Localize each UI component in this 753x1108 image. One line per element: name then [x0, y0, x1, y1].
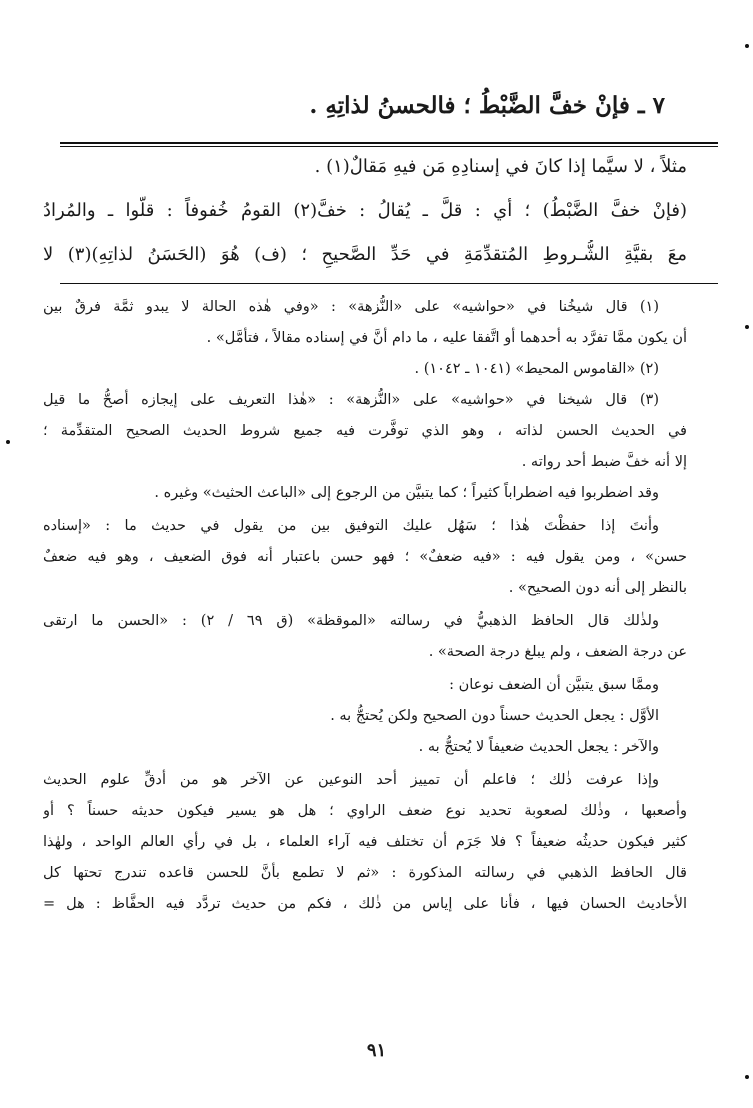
page-number: ٩١: [366, 1040, 387, 1061]
footnote-line: وأنتَ إذا حفظْتَ هٰذا ؛ سَهُل عليك التوفيق بين من يقول في حديث ما : «إسناده: [43, 518, 659, 534]
footnote-line: الأوَّل : يجعل الحديث حسناً دون الصحيح ولكن يُحتجُّ به .: [330, 708, 659, 724]
footnote-line: ولذٰلك قال الحافظ الذهبيُّ في رسالته «الموقظة» (ق ٦٩ / ٢) : «الحسن ما ارتقى: [43, 613, 659, 629]
edge-mark: [6, 440, 10, 444]
footnote-line: والآخر : يجعل الحديث ضعيفاً لا يُحتجُّ به .: [418, 739, 659, 755]
footnote-line: (٣) قال شيخنا في «حواشيه» على «النُّزهة» : «هٰذا التعريف على إيجازه أصحُّ ما قيل: [43, 392, 659, 408]
footnote-line: الأحاديث الحسان فيها ، فأنا على إياس من ذٰلك ، فكم من حديث تردَّد فيه الحفَّاظ : هل =: [43, 896, 687, 912]
edge-mark: [745, 44, 749, 48]
footnote-line: وقد اضطربوا فيه اضطراباً كثيراً ؛ كما يتبيَّن من الرجوع إلى «الباعث الحثيث» وغيره .: [154, 485, 659, 501]
footnote-line: حسن» ، ومن يقول فيه : «فيه ضعفٌ» ؛ فهو حسن باعتبار أنه فوق الضعيف ، وهو فيه ضعفٌ: [43, 549, 687, 565]
footnote-line: وممَّا سبق يتبيَّن أن الضعف نوعان :: [449, 677, 659, 693]
main-text-line: مثلاً ، لا سيَّما إذا كانَ في إسنادِهِ مَن فيهِ مَقالٌ(١) .: [314, 156, 687, 177]
footnote-line: عن درجة الضعف ، ولم يبلغ درجة الصحة» .: [428, 644, 687, 660]
footnote-line: (٢) «القاموس المحيط» (١٠٤١ ـ ١٠٤٢) .: [414, 361, 659, 377]
footnote-separator: [60, 283, 718, 284]
footnote-line: في الحديث الحسن لذاته ، وهو الذي توفَّرت فيه جميع شروط الحديث الصحيح المتقدِّمة ؛: [43, 423, 687, 439]
footnote-line: بالنظر إلى أنه دون الصحيح» .: [508, 580, 687, 596]
edge-mark: [745, 1075, 749, 1079]
footnote-line: وأصعبها ، وذٰلك لصعوبة تحديد نوع ضعف الراوي ؛ هل هو يسير فيكون حديثه حسناً ؟ أو: [43, 803, 687, 819]
footnote-line: كثير فيكون حديثُه ضعيفاً ؟ فلا جَرَم أن تختلف فيه آراء العلماء ، بل في رأي العالم الواحد ، ولهٰذا: [43, 834, 687, 850]
footnote-line: وإذا عرفت ذٰلك ؛ فاعلم أن تمييز أحد النوعين عن الآخر هو من أدقِّ علوم الحديث: [43, 772, 659, 788]
main-text-line: معَ بقيَّةِ الشُّـروطِ المُتقدِّمَةِ في حَدِّ الصَّحيحِ ؛ (ف) هُوَ (الحَسَنُ لذاتِهِ)(٣) لا: [43, 244, 687, 265]
footnote-line: أن يكون ممَّا تفرَّد به أحدهما أو اتَّفقا عليه ، ما دام أنَّ في إسناده مقالاً ، فتأمَّل» .: [206, 330, 687, 346]
section-heading: ٧ ـ فإنْ خفَّ الضَّبْطُ ؛ فالحسنُ لذاتِهِ .: [309, 92, 665, 119]
edge-mark: [745, 325, 749, 329]
header-rule: [60, 142, 718, 144]
footnote-line: قال الحافظ الذهبي في رسالته المذكورة : «ثم لا تطمع بأنَّ للحسن قاعده تندرج تحتها كل: [43, 865, 687, 881]
header-rule: [60, 146, 718, 147]
footnote-line: (١) قال شيخُنا في «حواشيه» على «النُّزهة» : «وفي هٰذه الحالة لا يبدو ثمَّة فرقٌ بين: [43, 299, 659, 315]
footnote-line: إلا أنه خفَّ ضبط أحد رواته .: [521, 454, 687, 470]
main-text-line: (فإنْ خفَّ الضَّبْطُ) ؛ أي : قلَّ ـ يُقالُ : خفَّ(٢) القومُ خُفوفاً : قلُّوا ـ والمُرادُ: [43, 200, 687, 221]
